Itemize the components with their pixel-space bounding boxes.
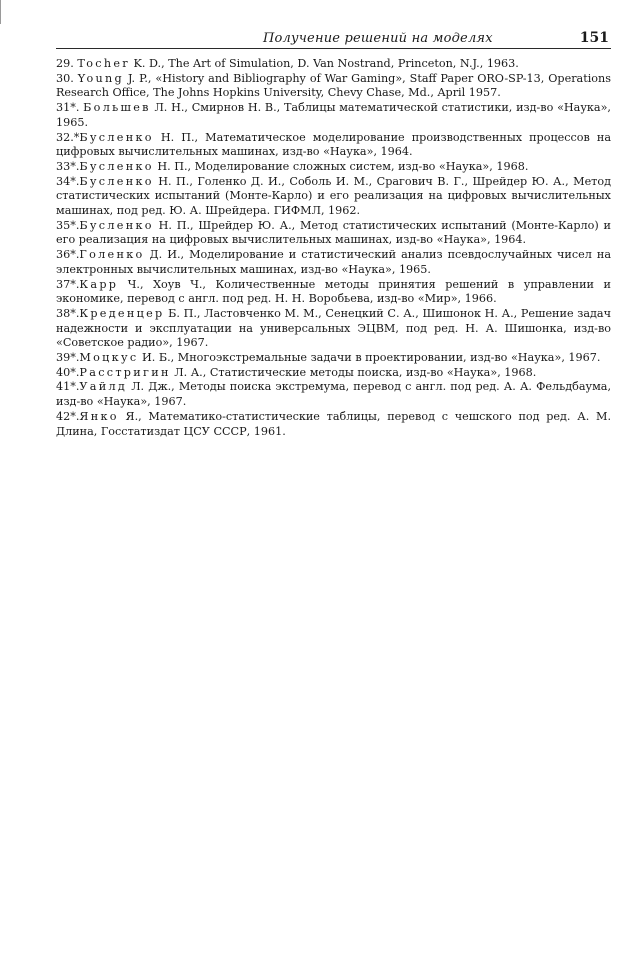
reference-author: Бусленко <box>79 218 154 232</box>
reference-author: Моцкус <box>79 351 139 365</box>
reference-text: Н. П., Голенко Д. И., Соболь И. М., Срагович В. Г., Шрейдер Ю. А., Метод статистических испытаний (Монте-Карло) и его реализация на цифровых вычислительных машинах, под ред. Ю. А. Шрейдера. ГИФМЛ, 1962. <box>56 174 611 218</box>
reference-author: Бусленко <box>79 174 154 188</box>
reference-item <box>56 101 611 130</box>
reference-text: Б. П., Ластовченко М. М., Сенецкий С. А., Шишонок Н. А., Решение задач надежности и эксплуатации на универсальных ЭЦВМ, под ред. Н. А. Шишонка, изд-во «Советское радио», 1967. <box>56 306 611 350</box>
reference-number: 38*. <box>56 306 80 320</box>
reference-number: 36*. <box>56 248 80 262</box>
reference-item <box>56 131 611 160</box>
reference-item <box>56 57 611 72</box>
reference-number: 29. <box>56 57 78 70</box>
reference-author: Tocher <box>77 57 130 70</box>
reference-author: Голенко <box>79 248 145 262</box>
reference-number: 35*. <box>56 218 80 232</box>
reference-item <box>56 380 611 409</box>
reference-item <box>56 248 611 277</box>
reference-number: 41*. <box>56 380 80 394</box>
reference-text: И. Б., Многоэкстремальные задачи в проектировании, изд-во «Наука», 1967. <box>138 351 601 365</box>
reference-number: 30. <box>56 71 78 85</box>
running-title: Получение решений на моделях <box>262 31 493 46</box>
reference-text: Л. Дж., Методы поиска экстремума, перевод с англ. под ред. А. А. Фельдбаума, изд-во «Наука», 1967. <box>56 380 611 409</box>
page-edge-mark <box>0 0 4 24</box>
reference-number: 31*. <box>56 101 84 115</box>
reference-item <box>56 410 611 439</box>
reference-item <box>56 278 611 307</box>
reference-author: Креденцер <box>79 306 165 320</box>
page-header <box>56 30 611 49</box>
reference-author: Большев <box>83 101 151 115</box>
reference-author: Карр <box>79 277 119 291</box>
reference-item <box>56 160 611 175</box>
reference-number: 37*. <box>56 277 80 291</box>
reference-text: Л. А., Статистические методы поиска, изд-во «Наука», 1968. <box>170 365 537 379</box>
reference-author: Янко <box>79 409 119 423</box>
reference-number: 42*. <box>56 409 80 423</box>
reference-text: Ч., Хоув Ч., Количественные методы принятия решений в управлении и экономике, перевод с англ. под ред. Н. Н. Воробьева, изд-во «Мир», 1966. <box>56 277 611 306</box>
reference-text: Д. И., Моделирование и статистический анализ псевдослучайных чисел на электронных вычислительных машинах, изд-во «Наука», 1965. <box>56 248 611 276</box>
reference-item <box>56 175 611 219</box>
book-page <box>56 30 611 439</box>
reference-text: K. D., The Art of Simulation, D. Van Nostrand, Princeton, N.J., 1963. <box>129 57 519 70</box>
reference-author: Расстригин <box>79 365 171 379</box>
reference-author: Уайлд <box>79 380 128 394</box>
reference-author: Young <box>77 71 124 85</box>
reference-item <box>56 307 611 351</box>
reference-text: Н. П., Математическое моделирование производственных процессов на цифровых вычислительных машинах, изд-во «Наука», 1964. <box>56 130 611 159</box>
reference-text: Н. П., Шрейдер Ю. А., Метод статистических испытаний (Монте-Карло) и его реализация на цифровых вычислительных машинах, изд-во «Наука», 1964. <box>56 218 611 247</box>
reference-item <box>56 219 611 248</box>
reference-item <box>56 366 611 381</box>
reference-author: Бусленко <box>79 159 154 173</box>
reference-author: Бусленко <box>79 130 154 144</box>
reference-number: 34*. <box>56 174 80 188</box>
reference-item <box>56 72 611 101</box>
reference-text: Н. П., Моделирование сложных систем, изд-во «Наука», 1968. <box>153 159 529 173</box>
reference-text: J. P., «History and Bibliography of War Gaming», Staff Paper ORO-SP-13, Operations Research Office, The Johns Hopkins University, Chevy Chase, Md., April 1957. <box>56 71 611 100</box>
reference-number: 40*. <box>56 365 80 379</box>
reference-number: 32.* <box>56 130 80 144</box>
reference-number: 39*. <box>56 351 80 365</box>
reference-item <box>56 351 611 366</box>
reference-text: Л. Н., Смирнов Н. В., Таблицы математической статистики, изд-во «Наука», 1965. <box>56 101 611 129</box>
page-number: 151 <box>579 30 609 46</box>
reference-list <box>56 57 611 439</box>
reference-number: 33*. <box>56 159 80 173</box>
reference-text: Я., Математико-статистические таблицы, перевод с чешского под ред. А. М. Длина, Госстатиздат ЦСУ СССР, 1961. <box>56 409 611 438</box>
